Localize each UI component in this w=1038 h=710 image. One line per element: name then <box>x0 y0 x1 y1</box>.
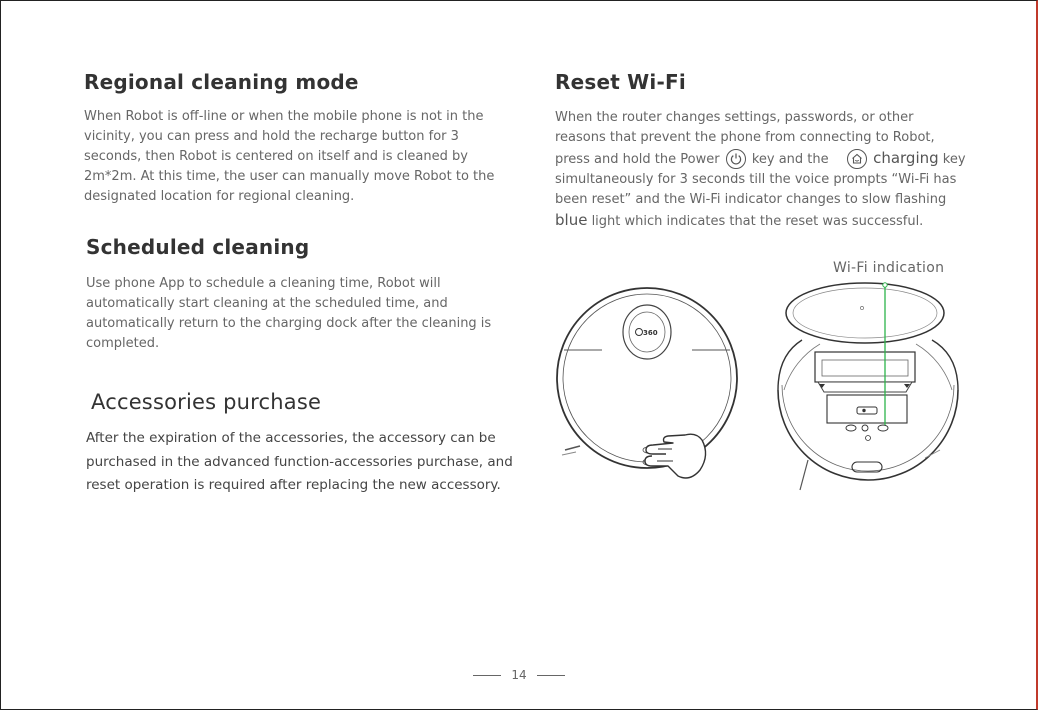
reset-line: simultaneously for 3 seconds till the voice prompts “Wi-Fi has <box>555 172 957 187</box>
regional-line: vicinity, you can press and hold the recharge button for 3 <box>84 129 459 144</box>
accessories-title: Accessories purchase <box>91 390 322 414</box>
reset-line-part: charging <box>873 149 939 167</box>
regional-line: 2m*2m. At this time, the user can manually move Robot to the <box>84 169 495 184</box>
power-icon <box>726 149 746 169</box>
scheduled-text <box>86 274 491 354</box>
regional-line: designated location for regional cleaning. <box>84 189 355 204</box>
regional-text <box>84 107 494 207</box>
page-footer <box>0 668 1038 682</box>
footer-rule-left <box>473 675 501 676</box>
scheduled-line: completed. <box>86 336 160 351</box>
reset-line-part: blue <box>555 211 588 229</box>
reset-wifi-text <box>555 108 966 232</box>
reset-wifi-title: Reset Wi-Fi <box>555 70 686 94</box>
scheduled-title: Scheduled cleaning <box>86 235 310 259</box>
reset-line: When the router changes settings, passwords, or other <box>555 110 914 125</box>
reset-line-part: light which indicates that the reset was successful. <box>587 214 924 229</box>
reset-line-part: key <box>942 152 966 167</box>
robot-illustrations <box>540 270 980 500</box>
reset-line: reasons that prevent the phone from connecting to Robot, <box>555 130 935 145</box>
reset-line: been reset” and the Wi-Fi indicator changes to slow flashing <box>555 192 947 207</box>
robot-lid-open-view <box>778 283 958 490</box>
scheduled-line: automatically return to the charging dock after the cleaning is <box>86 316 492 331</box>
scheduled-line: Use phone App to schedule a cleaning time, Robot will <box>86 276 441 291</box>
accessories-text <box>86 427 513 498</box>
robot-top-view <box>557 288 737 468</box>
scheduled-line: automatically start cleaning at the scheduled time, and <box>86 296 448 311</box>
regional-title: Regional cleaning mode <box>84 70 359 94</box>
wifi-indication-label: Wi-Fi indication <box>833 260 945 276</box>
accessories-line: reset operation is required after replacing the new accessory. <box>86 477 501 493</box>
accessories-line: purchased in the advanced function-accessories purchase, and <box>86 453 513 470</box>
regional-line: When Robot is off-line or when the mobile phone is not in the <box>84 109 484 124</box>
charging-icon <box>847 149 867 169</box>
accessories-line: After the expiration of the accessories, the accessory can be <box>86 430 496 446</box>
reset-line-with-keys <box>555 148 966 170</box>
regional-line: seconds, then Robot is centered on itself and is cleaned by <box>84 149 468 164</box>
reset-line-part: press and hold the Power <box>555 152 720 167</box>
footer-rule-right <box>537 675 565 676</box>
reset-line <box>555 210 966 232</box>
reset-line-part: key and the <box>751 152 829 167</box>
brand-logo: 360 <box>643 329 658 337</box>
page-number: 14 <box>511 668 527 682</box>
